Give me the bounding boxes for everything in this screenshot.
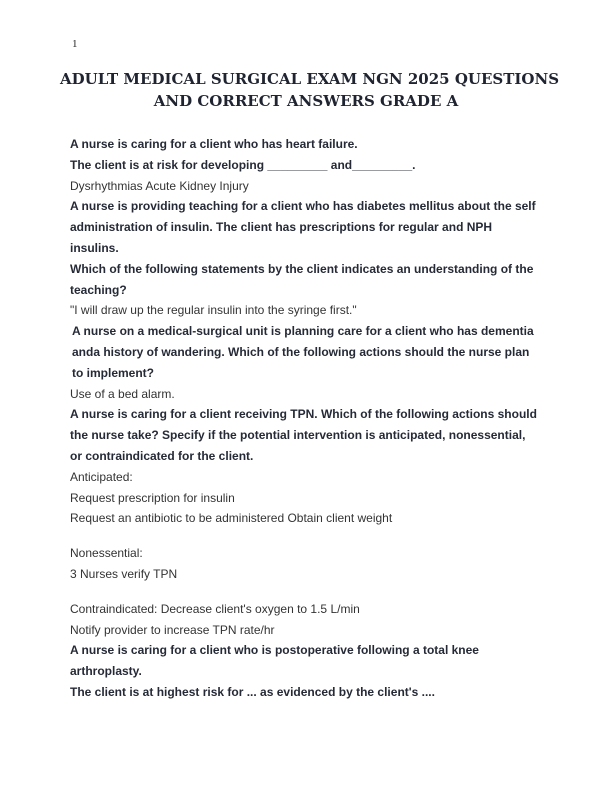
q4-stem-line: A nurse is caring for a client receiving TPN. Which of the following actions should: [70, 407, 537, 422]
q4-stem-line: or contraindicated for the client.: [70, 448, 254, 463]
q4-contraindicated-item: Notify provider to increase TPN rate/hr: [70, 622, 275, 637]
q1-stem-line: The client is at risk for developing _________ and_________.: [70, 157, 416, 172]
document-body: [70, 134, 550, 703]
q3-stem-line: to implement?: [72, 365, 155, 380]
q4-nonessential-label: Nonessential:: [70, 546, 143, 561]
q4-nonessential-item: 3 Nurses verify TPN: [70, 566, 178, 581]
title-line-1: ADULT MEDICAL SURGICAL EXAM NGN 2025 QUESTIONS: [60, 70, 560, 88]
q2-stem-line: teaching?: [70, 282, 127, 297]
spacer: [70, 529, 550, 543]
spacer: [70, 585, 550, 599]
q5-stem-line: A nurse is caring for a client who is postoperative following a total knee: [70, 643, 479, 658]
q2-stem-line: administration of insulin. The client has prescriptions for regular and NPH: [70, 220, 493, 235]
q4-anticipated-item: Request an antibiotic to be administered Obtain client weight: [70, 511, 393, 526]
q5-stem-line: The client is at highest risk for ... as evidenced by the client's ....: [70, 684, 435, 699]
q1-answer: Dysrhythmias Acute Kidney Injury: [70, 178, 249, 193]
q4-contraindicated-item: Contraindicated: Decrease client's oxygen to 1.5 L/min: [70, 601, 360, 616]
q3-stem-line: anda history of wandering. Which of the following actions should the nurse plan: [72, 344, 530, 359]
q5-stem-line: arthroplasty.: [70, 664, 142, 679]
q2-stem-line: A nurse is providing teaching for a client who has diabetes mellitus about the self: [70, 199, 536, 214]
q4-stem-line: the nurse take? Specify if the potential intervention is anticipated, nonessential,: [70, 428, 526, 443]
document-title: [60, 68, 560, 112]
title-line-2: AND CORRECT ANSWERS GRADE A: [153, 92, 459, 110]
q4-anticipated-item: Request prescription for insulin: [70, 490, 235, 505]
q2-stem-line: Which of the following statements by the client indicates an understanding of the: [70, 261, 534, 276]
q2-stem-line: insulins.: [70, 240, 119, 255]
page-number: 1: [72, 38, 78, 50]
q4-anticipated-label: Anticipated:: [70, 469, 133, 484]
q3-answer: Use of a bed alarm.: [70, 386, 175, 401]
q3-stem-line: A nurse on a medical-surgical unit is planning care for a client who has dementia: [72, 324, 534, 339]
q2-answer: "I will draw up the regular insulin into the syringe first.": [70, 303, 357, 318]
q1-stem-line: A nurse is caring for a client who has heart failure.: [70, 137, 358, 151]
